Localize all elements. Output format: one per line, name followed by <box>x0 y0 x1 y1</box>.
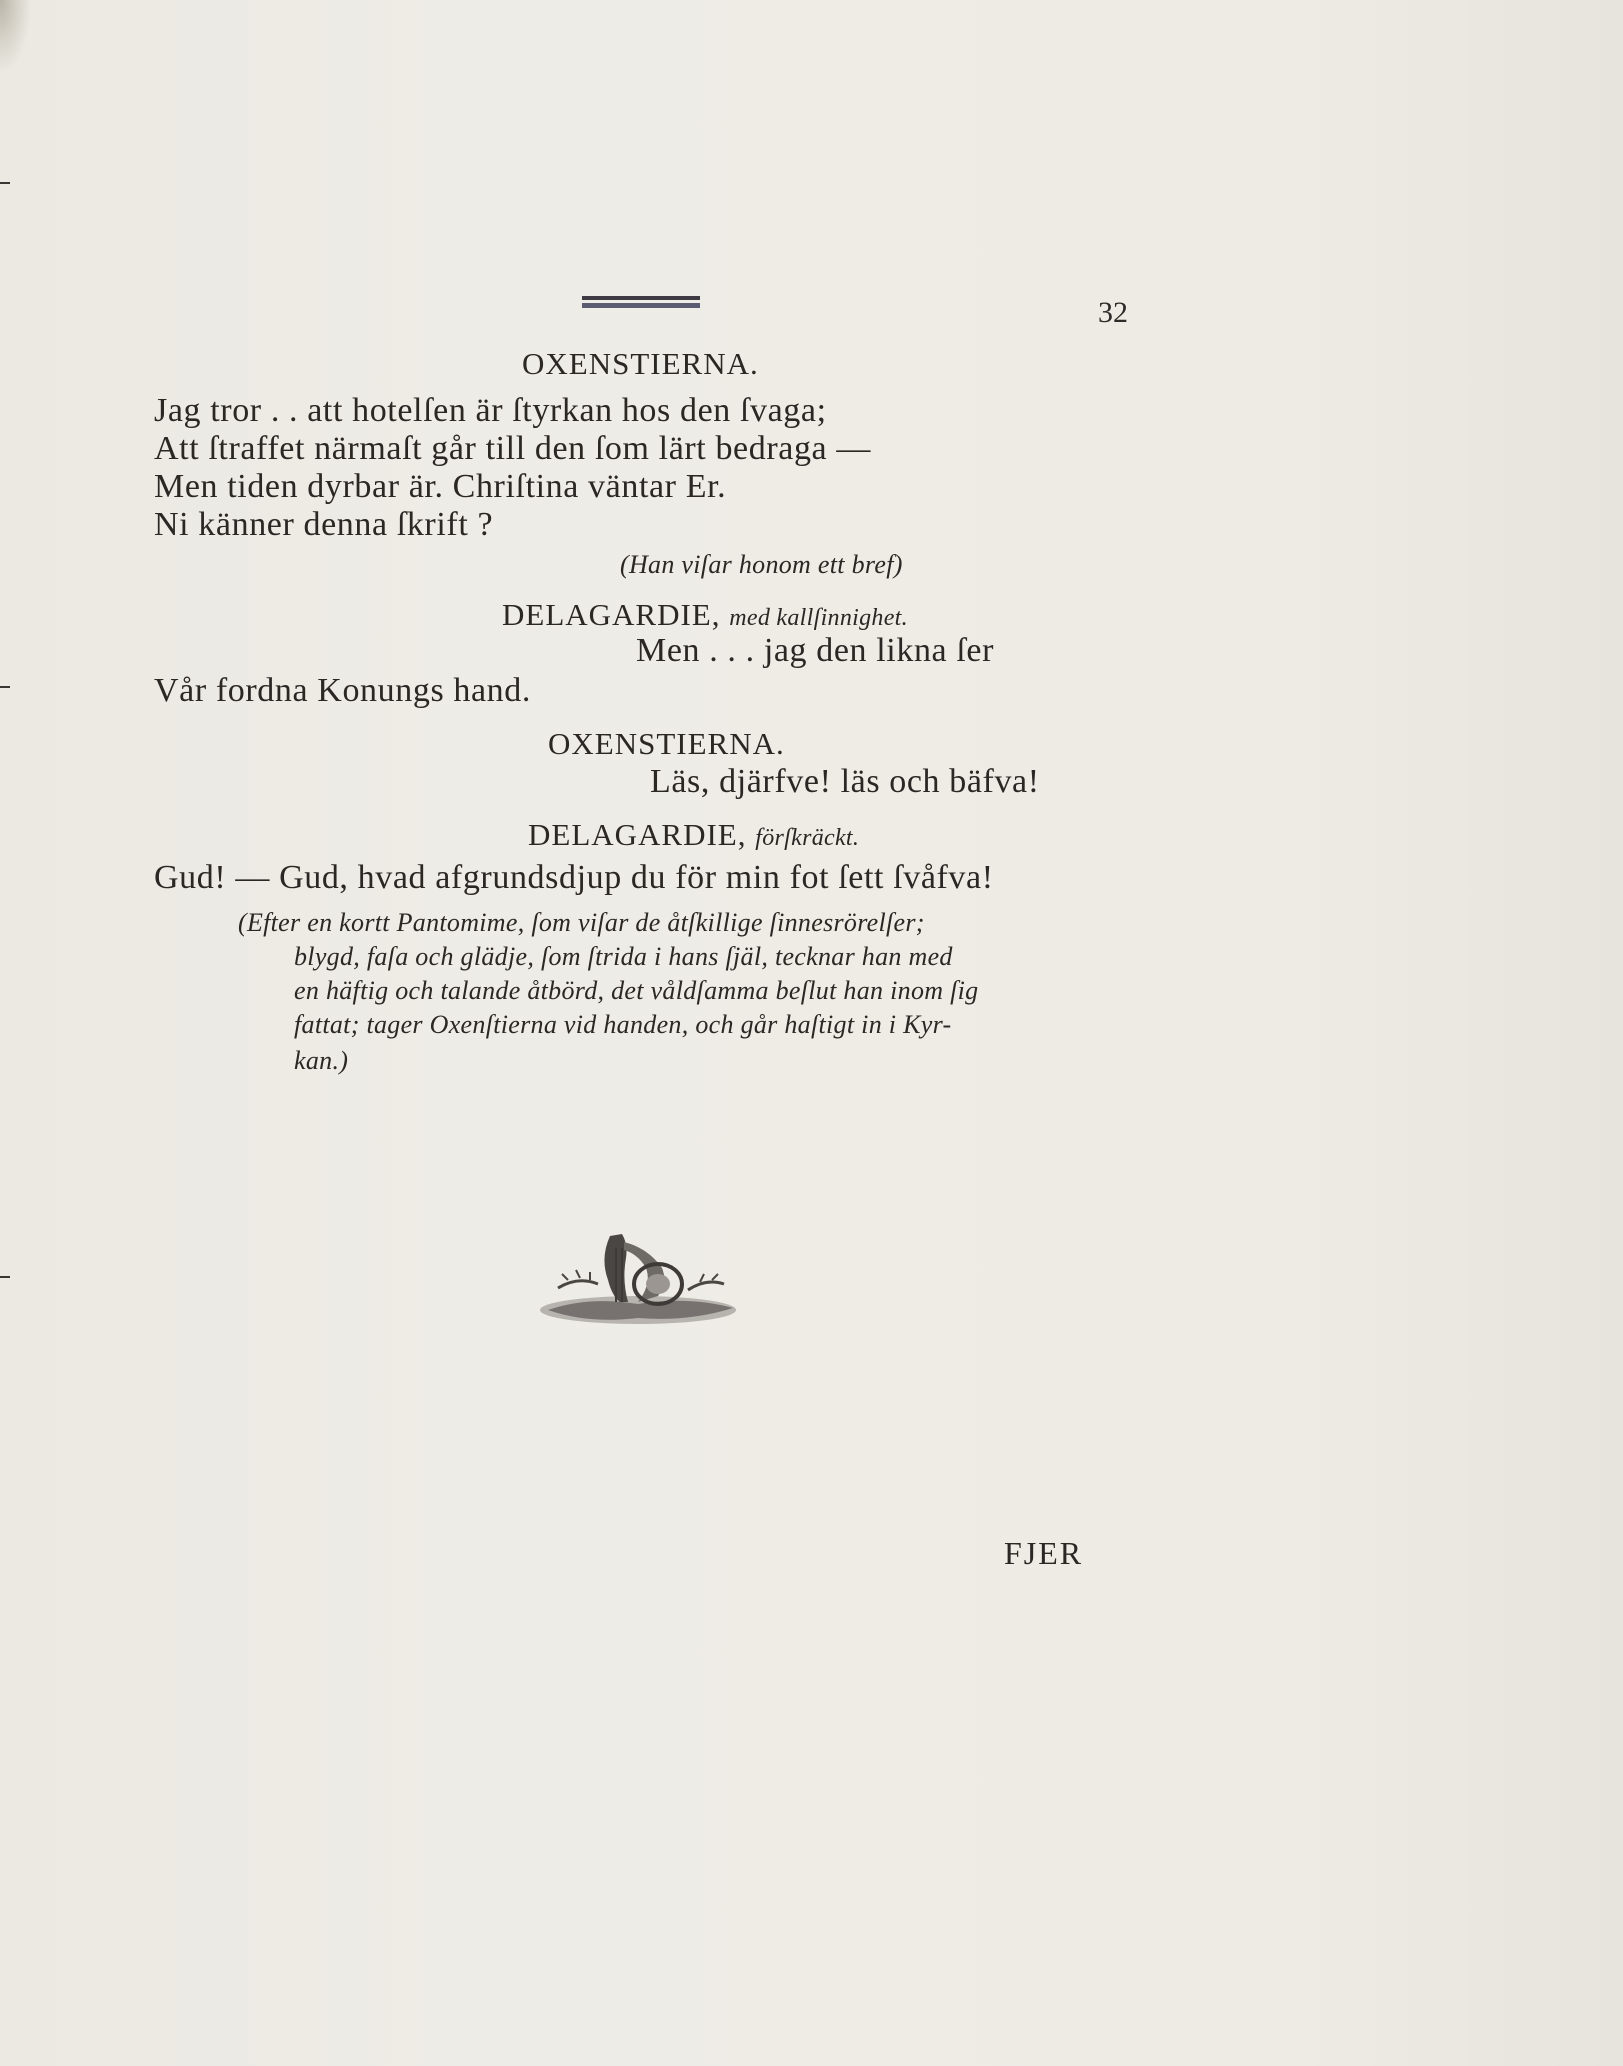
verse-line: Men tiden dyrbar är. Chriſtina väntar Er. <box>154 468 727 505</box>
edge-mark <box>0 1276 10 1278</box>
edge-mark <box>0 182 10 184</box>
verse-line: Vår fordna Konungs hand. <box>154 672 531 709</box>
verse-line: Ni känner denna ſkrift ? <box>154 506 494 543</box>
stage-direction: en häftig och talande åtbörd, det våldſamma beſlut han inom ſig <box>294 976 979 1005</box>
torn-corner <box>0 0 30 70</box>
verse-line: Men . . . jag den likna ſer <box>636 632 994 669</box>
speaker-name: DELAGARDIE, <box>528 817 747 852</box>
header-rule <box>582 296 700 308</box>
stage-direction: blygd, faſa och glädje, ſom ſtrida i hans ſjäl, tecknar han med <box>294 942 953 971</box>
speaker-direction: med kallſinnighet. <box>729 605 908 631</box>
speaker-name: DELAGARDIE, <box>502 597 721 632</box>
verse-line: Gud! — Gud, hvad afgrundsdjup du för min fot ſett ſvåfva! <box>154 859 994 896</box>
edge-mark <box>0 686 10 688</box>
speaker-heading: OXENSTIERNA. <box>548 726 785 761</box>
speaker-heading <box>502 597 908 633</box>
page-number: 32 <box>1098 296 1128 329</box>
verse-line: Jag tror . . att hotelſen är ſtyrkan hos den ſvaga; <box>154 392 827 429</box>
speaker-heading: OXENSTIERNA. <box>522 346 759 381</box>
verse-line: Läs, djärfve! läs och bäfva! <box>650 763 1040 800</box>
lyre-vignette-icon <box>528 1218 748 1338</box>
speaker-heading <box>528 817 859 853</box>
stage-direction: kan.) <box>294 1046 349 1075</box>
verse-line: Att ſtraffet närmaſt går till den ſom lärt bedraga — <box>154 430 871 467</box>
catchword: FJER <box>1004 1535 1084 1571</box>
stage-direction: (Han viſar honom ett bref) <box>620 550 903 579</box>
speaker-direction: förſkräckt. <box>755 825 860 851</box>
stage-direction: fattat; tager Oxenſtierna vid handen, och går haſtigt in i Kyr- <box>294 1010 952 1039</box>
stage-direction: (Efter en kortt Pantomime, ſom viſar de åtſkillige ſinnesrörelſer; <box>238 908 925 937</box>
